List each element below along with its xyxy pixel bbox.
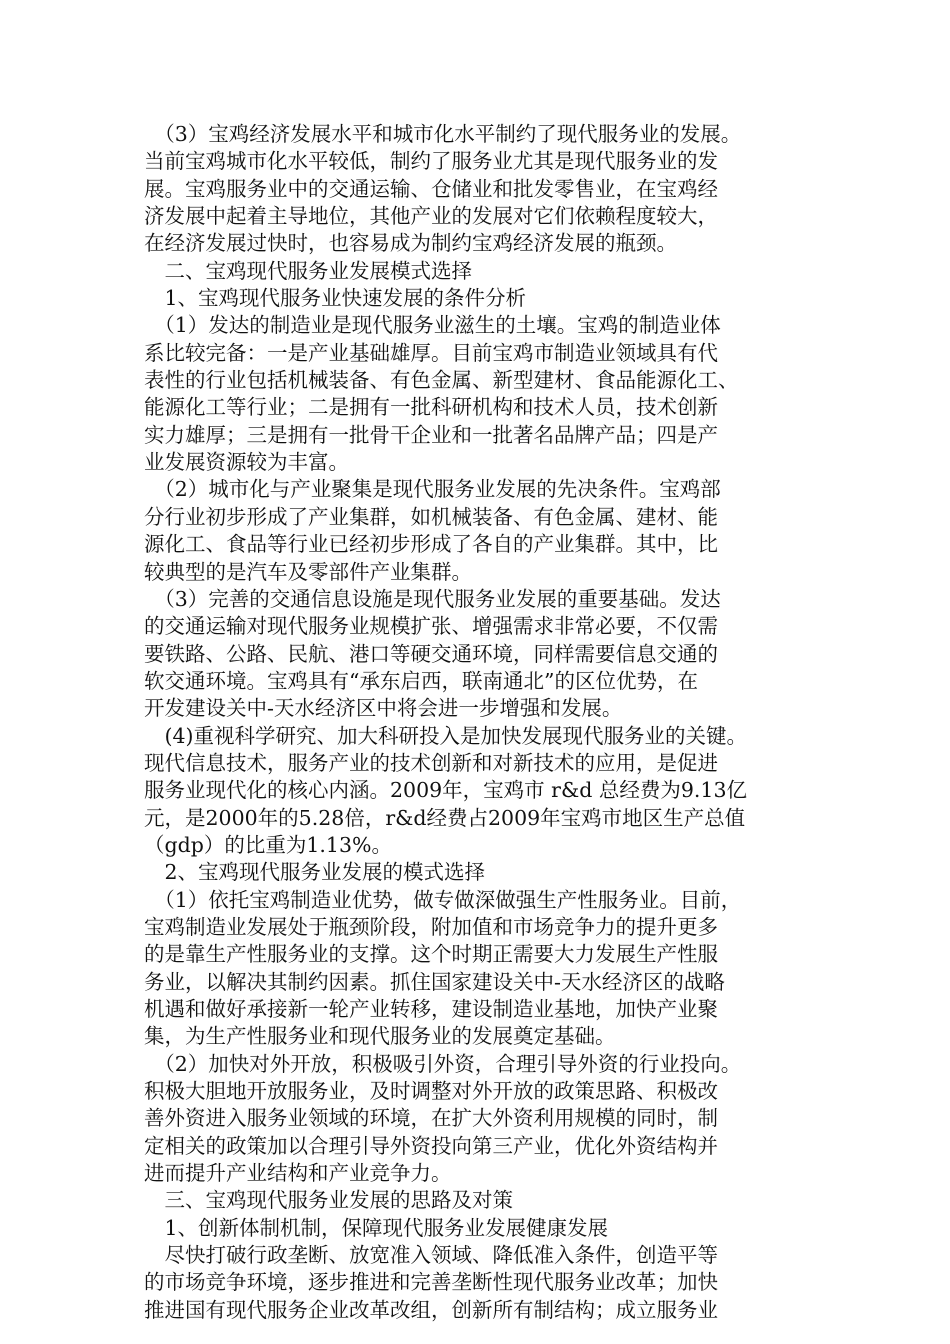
text-line: 推进国有现代服务企业改革改组，创新所有制结构；成立服务业 xyxy=(144,1297,718,1322)
text-line: 服务业现代化的核心内涵。2009年，宝鸡市 r&d 总经费为9.13亿 xyxy=(144,778,748,803)
text-line: 1、创新体制机制，保障现代服务业发展健康发展 xyxy=(144,1215,609,1240)
text-line: 务业，以解决其制约因素。抓住国家建设关中-天水经济区的战略 xyxy=(144,969,725,994)
text-line: 机遇和做好承接新一轮产业转移，建设制造业基地，加快产业聚 xyxy=(144,997,718,1021)
text-line: 的是靠生产性服务业的支撑。这个时期正需要大力发展生产性服 xyxy=(144,942,718,967)
text-line: （gdp）的比重为1.13%。 xyxy=(144,832,392,857)
text-line: 要铁路、公路、民航、港口等硬交通环境，同样需要信息交通的 xyxy=(144,641,718,666)
text-line: 的市场竞争环境，逐步推进和完善垄断性现代服务业改革；加快 xyxy=(144,1270,718,1295)
text-line: 善外资进入服务业领域的环境，在扩大外资利用规模的同时，制 xyxy=(144,1106,718,1131)
text-line: 宝鸡制造业发展处于瓶颈阶段，附加值和市场竞争力的提升更多 xyxy=(144,914,718,939)
text-line: 能源化工等行业；二是拥有一批科研机构和技术人员，技术创新 xyxy=(144,395,718,420)
text-line: 软交通环境。宝鸡具有“承东启西，联南通北”的区位优势，在 xyxy=(144,668,698,693)
text-line: 定相关的政策加以合理引导外资投向第三产业，优化外资结构并 xyxy=(144,1133,718,1158)
text-line: 二、宝鸡现代服务业发展模式选择 xyxy=(144,258,472,283)
text-line: 较典型的是汽车及零部件产业集群。 xyxy=(144,559,472,584)
text-line: 展。宝鸡服务业中的交通运输、仓储业和批发零售业，在宝鸡经 xyxy=(144,176,718,201)
text-line: 的交通运输对现代服务业规模扩张、增强需求非常必要，不仅需 xyxy=(144,614,718,639)
text-line: （2）城市化与产业聚集是现代服务业发展的先决条件。宝鸡部 xyxy=(144,477,721,502)
text-line: 分行业初步形成了产业集群，如机械装备、有色金属、建材、能 xyxy=(144,504,718,529)
text-line: （3）宝鸡经济发展水平和城市化水平制约了现代服务业的发展。 xyxy=(144,122,742,146)
text-line: 积极大胆地开放服务业，及时调整对外开放的政策思路、积极改 xyxy=(144,1079,718,1104)
text-line: 当前宝鸡城市化水平较低，制约了服务业尤其是现代服务业的发 xyxy=(144,149,718,174)
text-line: 在经济发展过快时，也容易成为制约宝鸡经济发展的瓶颈。 xyxy=(144,231,677,256)
text-line: 元，是2000年的5.28倍，r&d经费占2009年宝鸡市地区生产总值 xyxy=(144,805,746,830)
text-line: 2、宝鸡现代服务业发展的模式选择 xyxy=(144,860,486,885)
text-line: 尽快打破行政垄断、放宽准入领域、降低准入条件，创造平等 xyxy=(144,1243,718,1268)
text-line: （1）发达的制造业是现代服务业滋生的土壤。宝鸡的制造业体 xyxy=(144,313,721,338)
text-line: （1）依托宝鸡制造业优势，做专做深做强生产性服务业。目前， xyxy=(144,887,742,912)
document-body xyxy=(144,121,804,1324)
text-line: （2）加快对外开放，积极吸引外资，合理引导外资的行业投向。 xyxy=(144,1051,742,1076)
text-line: 1、宝鸡现代服务业快速发展的条件分析 xyxy=(144,286,527,311)
text-line: 现代信息技术，服务产业的技术创新和对新技术的应用，是促进 xyxy=(144,750,718,775)
text-line: 进而提升产业结构和产业竞争力。 xyxy=(144,1161,452,1186)
text-line: 集，为生产性服务业和现代服务业的发展奠定基础。 xyxy=(144,1024,616,1049)
text-line: 济发展中起着主导地位，其他产业的发展对它们依赖程度较大， xyxy=(144,204,718,229)
text-line: 业发展资源较为丰富。 xyxy=(144,450,349,475)
text-line: (4)重视科学研究、加大科研投入是加快发展现代服务业的关键。 xyxy=(144,723,748,748)
text-line: 三、宝鸡现代服务业发展的思路及对策 xyxy=(144,1188,513,1213)
text-line: 源化工、食品等行业已经初步形成了各自的产业集群。其中，比 xyxy=(144,532,718,557)
text-line: 表性的行业包括机械装备、有色金属、新型建材、食品能源化工、 xyxy=(144,368,739,393)
text-line: 系比较完备：一是产业基础雄厚。目前宝鸡市制造业领域具有代 xyxy=(144,340,718,365)
text-line: 实力雄厚；三是拥有一批骨干企业和一批著名品牌产品；四是产 xyxy=(144,422,718,447)
text-line: 开发建设关中-天水经济区中将会进一步增强和发展。 xyxy=(144,696,623,721)
text-line: （3）完善的交通信息设施是现代服务业发展的重要基础。发达 xyxy=(144,586,721,611)
